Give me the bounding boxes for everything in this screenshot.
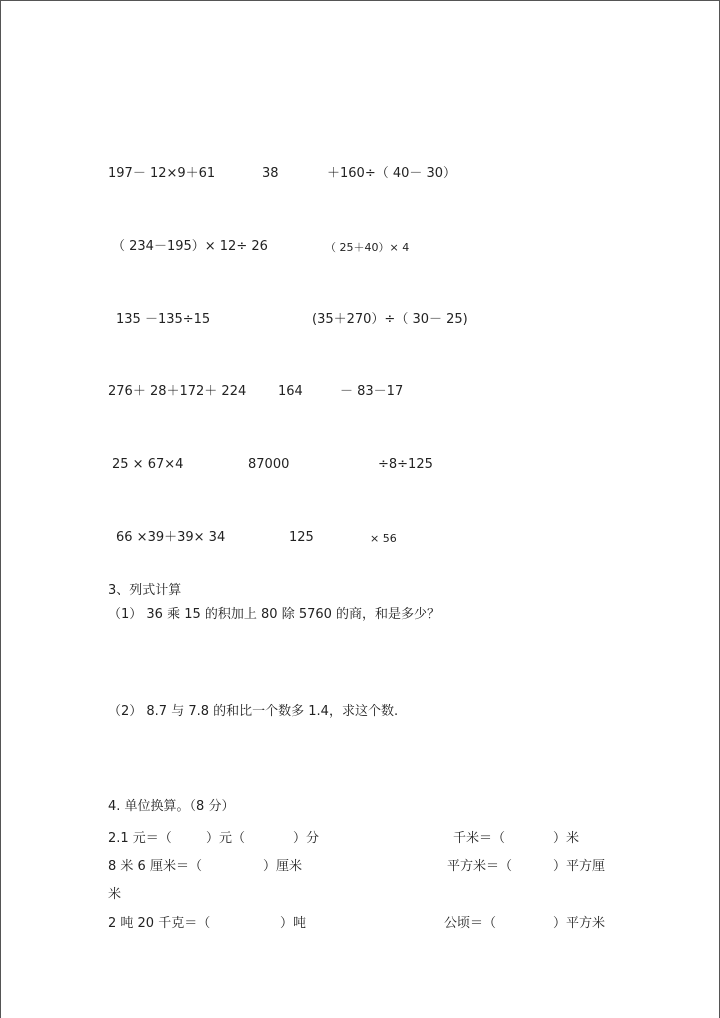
expression: × 56	[370, 532, 397, 545]
expression: (35＋270）÷（ 30－ 25)	[312, 312, 468, 327]
conversion-text: 千米＝（	[453, 831, 506, 846]
expression: 66 ×39＋39× 34	[116, 530, 226, 545]
page-border-top	[0, 0, 720, 1]
conversion-text: ）厘米	[263, 859, 303, 874]
expression: 164	[278, 384, 303, 399]
conversion-text: ）分	[293, 831, 320, 846]
expression: ÷8÷125	[378, 457, 433, 472]
word-problem: （1） 36 乘 15 的积加上 80 除 5760 的商，和是多少？	[108, 607, 441, 622]
page-border-left	[0, 0, 1, 1018]
conversion-text: ）平方米	[553, 916, 606, 931]
conversion-text: 米	[108, 887, 122, 902]
expression: － 83－17	[340, 384, 404, 399]
expression: 38	[262, 166, 279, 181]
expression: 135 －135÷15	[116, 312, 211, 327]
expression: 87000	[248, 457, 290, 472]
expression: （ 234－195）× 12÷ 26	[112, 239, 268, 254]
conversion-text: ）吨	[280, 916, 307, 931]
word-problem: （2） 8.7 与 7.8 的和比一个数多 1.4，求这个数.	[108, 704, 399, 719]
expression: （ 25＋40）× 4	[325, 241, 410, 254]
expression: 197－ 12×9＋61	[108, 166, 216, 181]
conversion-text: 2 吨 20 千克＝（	[108, 916, 211, 931]
expression: 276＋ 28＋172＋ 224	[108, 384, 247, 399]
conversion-text: 公顷＝（	[444, 916, 497, 931]
expression: 25 × 67×4	[112, 457, 184, 472]
conversion-text: ）平方厘	[553, 859, 606, 874]
conversion-text: 8 米 6 厘米＝（	[108, 859, 202, 874]
section-title: 3、列式计算	[108, 583, 182, 598]
expression: 125	[289, 530, 314, 545]
conversion-text: 平方米＝（	[447, 859, 513, 874]
conversion-text: ）米	[553, 831, 580, 846]
expression: ＋160÷（ 40－ 30）	[327, 166, 457, 181]
conversion-text: ）元（	[206, 831, 246, 846]
conversion-text: 2.1 元＝（	[108, 831, 172, 846]
section-title: 4. 单位换算。（8 分）	[108, 799, 235, 814]
